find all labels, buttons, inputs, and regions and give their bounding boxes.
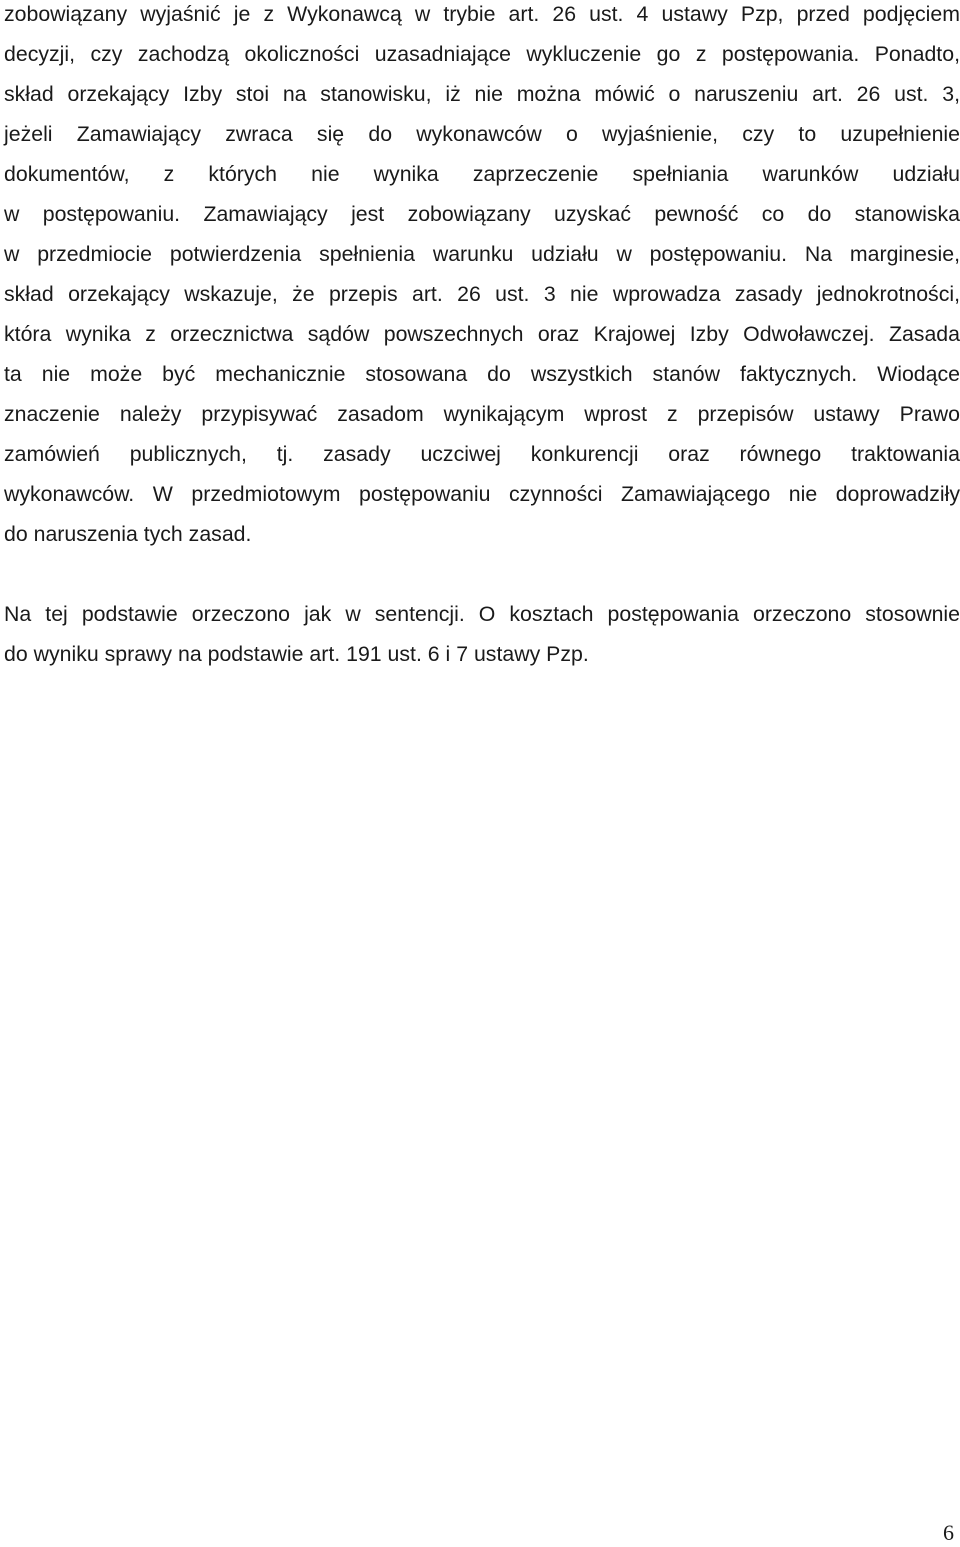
paragraph-1-line-14: do naruszenia tych zasad.	[4, 522, 252, 546]
paragraph-2-line-1: Na tej podstawie orzeczono jak w sentencji. O kosztach postępowania orzeczono stosownie	[4, 602, 960, 626]
paragraph-1-line-5: dokumentów, z których nie wynika zaprzeczenie spełniania warunków udziału	[4, 162, 960, 186]
paragraph-1-line-3: skład orzekający Izby stoi na stanowisku, iż nie można mówić o naruszeniu art. 26 ust. 3,	[4, 82, 960, 106]
paragraph-1-line-1: zobowiązany wyjaśnić je z Wykonawcą w trybie art. 26 ust. 4 ustawy Pzp, przed podjęciem	[4, 2, 960, 26]
paragraph-1-line-8: skład orzekający wskazuje, że przepis art. 26 ust. 3 nie wprowadza zasady jednokrotności,	[4, 282, 960, 306]
paragraph-1-line-10: ta nie może być mechanicznie stosowana do wszystkich stanów faktycznych. Wiodące	[4, 362, 960, 386]
paragraph-1-line-2: decyzji, czy zachodzą okoliczności uzasadniające wykluczenie go z postępowania. Ponadto,	[4, 42, 960, 66]
page-number: 6	[943, 1520, 954, 1545]
paragraph-1-line-4: jeżeli Zamawiający zwraca się do wykonawców o wyjaśnienie, czy to uzupełnienie	[4, 122, 960, 146]
paragraph-2-line-2: do wyniku sprawy na podstawie art. 191 ust. 6 i 7 ustawy Pzp.	[4, 642, 589, 666]
paragraph-1-line-7: w przedmiocie potwierdzenia spełnienia warunku udziału w postępowaniu. Na marginesie,	[4, 242, 960, 266]
paragraph-1-line-6: w postępowaniu. Zamawiający jest zobowiązany uzyskać pewność co do stanowiska	[4, 202, 960, 226]
paragraph-1-line-12: zamówień publicznych, tj. zasady uczciwej konkurencji oraz równego traktowania	[4, 442, 960, 466]
paragraph-1-line-11: znaczenie należy przypisywać zasadom wynikającym wprost z przepisów ustawy Prawo	[4, 402, 960, 426]
paragraph-1-line-13: wykonawców. W przedmiotowym postępowaniu czynności Zamawiającego nie doprowadziły	[4, 482, 960, 506]
paragraph-1-line-9: która wynika z orzecznictwa sądów powszechnych oraz Krajowej Izby Odwoławczej. Zasada	[4, 322, 960, 346]
